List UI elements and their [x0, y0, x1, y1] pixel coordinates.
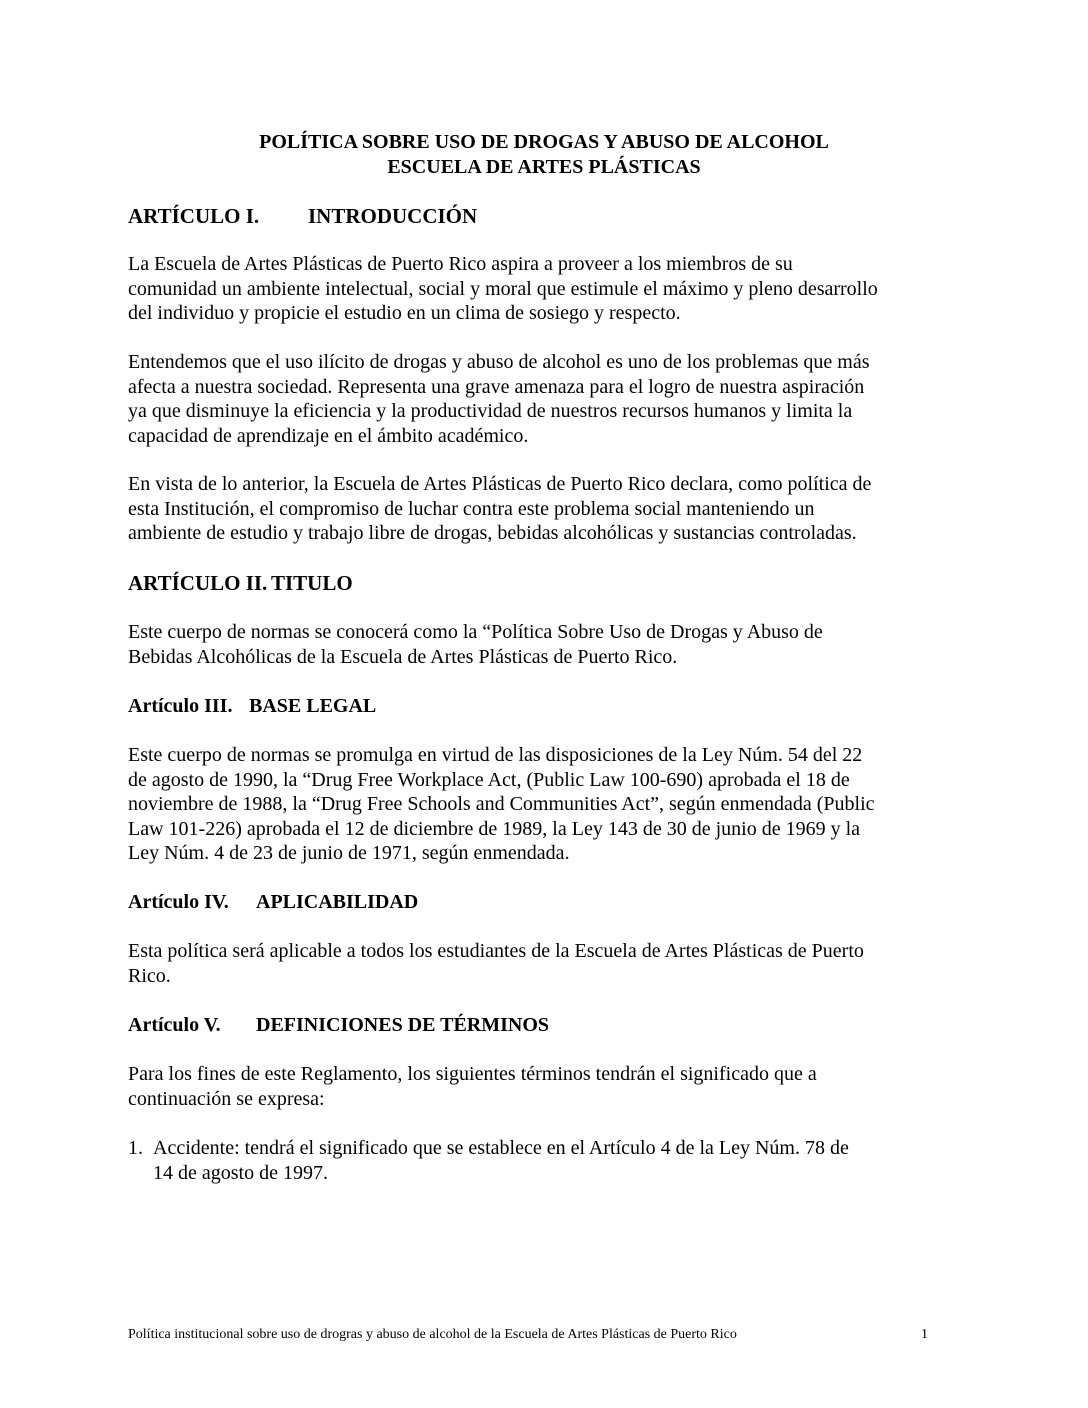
article-5-paragraph-1 [128, 1062, 948, 1111]
article-3-paragraph-1 [128, 743, 948, 866]
footer-text: Política institucional sobre uso de drogras y abuso de alcohol de la Escuela de Artes Plásticas de Puerto Rico [128, 1327, 737, 1342]
article-2-name: TITULO [271, 571, 353, 595]
text-line: de agosto de 1990, la “Drug Free Workplace Act, (Public Law 100-690) aprobada el 18 de [128, 768, 850, 791]
document-title-line-2: ESCUELA DE ARTES PLÁSTICAS [387, 156, 701, 178]
text-line: Bebidas Alcohólicas de la Escuela de Artes Plásticas de Puerto Rico. [128, 645, 678, 668]
text-line: ya que disminuye la eficiencia y la productividad de nuestros recursos humanos y limita la [128, 400, 853, 422]
text-line: 14 de agosto de 1997. [153, 1161, 328, 1184]
article-5-number: Artículo V. [128, 1014, 221, 1036]
article-3-number: Artículo III. [128, 695, 233, 717]
text-line: Law 101-226) aprobada el 12 de diciembre de 1989, la Ley 143 de 30 de junio de 1969 y la [128, 817, 861, 840]
text-line: La Escuela de Artes Plásticas de Puerto Rico aspira a proveer a los miembros de su [128, 253, 793, 275]
text-line: capacidad de aprendizaje en el ámbito académico. [128, 424, 529, 447]
text-line: Ley Núm. 4 de 23 de junio de 1971, según enmendada. [128, 842, 570, 864]
article-4-name: APLICABILIDAD [256, 891, 419, 913]
text-line: Esta política será aplicable a todos los estudiantes de la Escuela de Artes Plásticas de Puerto [128, 940, 864, 962]
page-number: 1 [921, 1327, 928, 1342]
article-2-paragraph-1 [128, 620, 948, 669]
list-marker: 1. [128, 1137, 143, 1159]
list-item-body [153, 1136, 849, 1185]
article-5-heading [128, 1013, 549, 1037]
article-4-heading [128, 890, 418, 914]
article-4-paragraph-1 [128, 939, 948, 988]
text-line: Entendemos que el uso ilícito de drogas y abuso de alcohol es uno de los problemas que más [128, 351, 870, 373]
text-line: continuación se expresa: [128, 1087, 325, 1110]
article-1-number: ARTÍCULO I. [128, 204, 260, 228]
text-line: afecta a nuestra sociedad. Representa una grave amenaza para el logro de nuestra aspiración [128, 375, 865, 398]
article-4-number: Artículo IV. [128, 891, 229, 913]
article-2-heading [128, 571, 353, 595]
article-1-heading [128, 204, 477, 228]
text-line: ambiente de estudio y trabajo libre de drogas, bebidas alcohólicas y sustancias controladas. [128, 522, 857, 544]
text-line: Para los fines de este Reglamento, los siguientes términos tendrán el significado que a [128, 1063, 817, 1085]
article-3-name: BASE LEGAL [249, 695, 377, 717]
article-1-paragraph-3 [128, 472, 948, 546]
text-line: Este cuerpo de normas se promulga en virtud de las disposiciones de la Ley Núm. 54 del 22 [128, 744, 863, 766]
text-line: En vista de lo anterior, la Escuela de Artes Plásticas de Puerto Rico declara, como política de [128, 473, 872, 495]
text-line: Este cuerpo de normas se conocerá como la “Política Sobre Uso de Drogas y Abuso de [128, 621, 823, 643]
article-1-paragraph-2 [128, 350, 948, 448]
article-1-name: INTRODUCCIÓN [308, 204, 478, 228]
text-line: del individuo y propicie el estudio en un clima de sosiego y respecto. [128, 302, 681, 324]
document-title-line-1: POLÍTICA SOBRE USO DE DROGAS Y ABUSO DE ALCOHOL [259, 131, 829, 153]
article-1-paragraph-1 [128, 252, 948, 326]
article-5-name: DEFINICIONES DE TÉRMINOS [256, 1014, 550, 1036]
text-line: comunidad un ambiente intelectual, social y moral que estimule el máximo y pleno desarrollo [128, 277, 878, 300]
article-2-number: ARTÍCULO II. [128, 571, 268, 595]
text-line: Rico. [128, 964, 171, 987]
text-line: esta Institución, el compromiso de luchar contra este problema social manteniendo un [128, 497, 815, 520]
text-line: noviembre de 1988, la “Drug Free Schools and Communities Act”, según enmendada (Public [128, 793, 875, 815]
text-line: Accidente: tendrá el significado que se establece en el Artículo 4 de la Ley Núm. 78 de [153, 1137, 849, 1159]
article-3-heading [128, 694, 376, 718]
